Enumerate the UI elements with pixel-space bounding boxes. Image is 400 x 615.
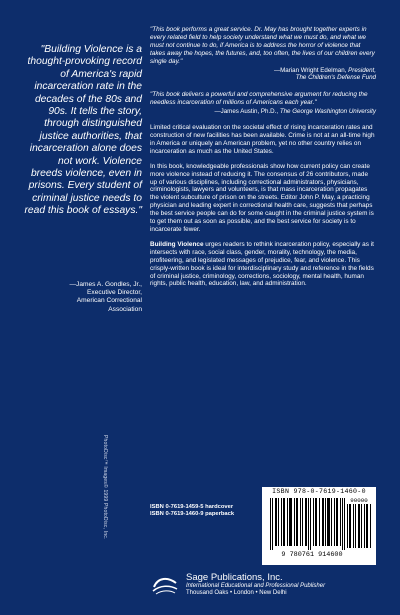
endorsement-edelman: "This book performs a great service. Dr. May has brought together experts in every related field to help society understand what we must do, and what we must not continue to do, if America is to address the horror of violence that takes away the hopes, the futures, and, too often, the lives of our children every single day." xyxy=(150,26,375,65)
barcode xyxy=(262,487,376,565)
description-paragraph-2: In this book, knowledgeable professionals show how current policy can create more violence instead of reducing it. The consensus of 26 contributors, made up of various disciplines, including correctional administrators, physicians, criminologists, lawyers and volunteers, is that mass incarceration propagates the violent subculture of prison on the streets. Editor John P. May, a practicing physician and leading expert in correctional health care, suggests that perhaps the best service people can do for some caught in the criminal justice system is to get them out as soon as possible, and the best service for society is to incarcerate fewer. xyxy=(150,162,374,233)
attribution-org-2: Association xyxy=(108,305,142,313)
publisher-tagline: International Educational and Professional Publisher xyxy=(186,583,326,589)
isbn-hardcover: ISBN 0-7619-1459-5 hardcover xyxy=(150,504,234,510)
description-paragraph-1: Limited critical evaluation on the societal effect of rising incarceration rates and construction of new facilities has been available. Crime is not at an all-time high in America or uniquely an American problem, yet no other country relies on incarceration as much as the United States. xyxy=(150,124,375,155)
edelman-org: The Children's Defense Fund xyxy=(295,74,376,82)
publisher-block xyxy=(186,573,386,597)
book-title-inline: Building Violence xyxy=(150,240,204,248)
barcode-isbn-text: ISBN 978-0-7619-1460-0 xyxy=(272,488,366,495)
pull-quote: "Building Violence is a thought-provoking record of America's rapid incarceration rate in the decades of the 80s and 90s. It tells the story, through distinguished justice authorities, that incarceration alone does not work. Violence breeds violence, even in prisons. Every student of criminal justice needs to read this book of essays." xyxy=(24,44,142,217)
barcode-addon-text: 90000 xyxy=(350,497,368,504)
isbn-paperback: ISBN 0-7619-1460-9 paperback xyxy=(150,511,235,518)
barcode-addon-bars xyxy=(346,504,374,548)
paragraph-3-text: urges readers to rethink incarceration policy, especially as it intersects with race, social class, gender, morality, technology, the media, profiteering, and legislated messages of prejudice, fear, and violence. This crisply-written book is ideal for interdisciplinary study and reference in the fields of criminal justice, criminology, corrections, sociology, mental health, human rights, public health, education, law, and administration. xyxy=(150,240,374,288)
attribution-org-1: American Correctional xyxy=(76,297,142,305)
austin-name: —James Austin, Ph.D., xyxy=(214,107,279,115)
left-column xyxy=(0,0,150,600)
sage-logo-icon xyxy=(150,575,180,595)
edelman-title: President, xyxy=(348,66,376,74)
pull-quote-attribution xyxy=(24,281,142,314)
isbn-block xyxy=(150,504,260,518)
attribution-title: Executive Director, xyxy=(87,289,142,297)
austin-org: The George Washington University xyxy=(279,107,376,115)
description-paragraph-3 xyxy=(150,241,376,288)
barcode-digits: 9 780761 914600 xyxy=(281,551,343,559)
edelman-name: —Marian Wright Edelman, xyxy=(273,66,347,74)
endorsement-austin-attribution xyxy=(150,108,376,116)
attribution-name: —James A. Gondles, Jr., xyxy=(69,281,142,288)
publisher-cities: Thousand Oaks • London • New Delhi xyxy=(186,590,287,596)
publisher-name: Sage Publications, Inc. xyxy=(186,572,283,583)
right-column xyxy=(150,26,376,295)
endorsement-edelman-attribution xyxy=(150,67,376,82)
photo-credit: PhotoDisc™ Images© 1999 PhotoDisc, Inc. xyxy=(102,435,108,540)
endorsement-austin: "This book delivers a powerful and comprehensive argument for reducing the needless incarceration of millions of Americans each year." xyxy=(150,90,368,106)
